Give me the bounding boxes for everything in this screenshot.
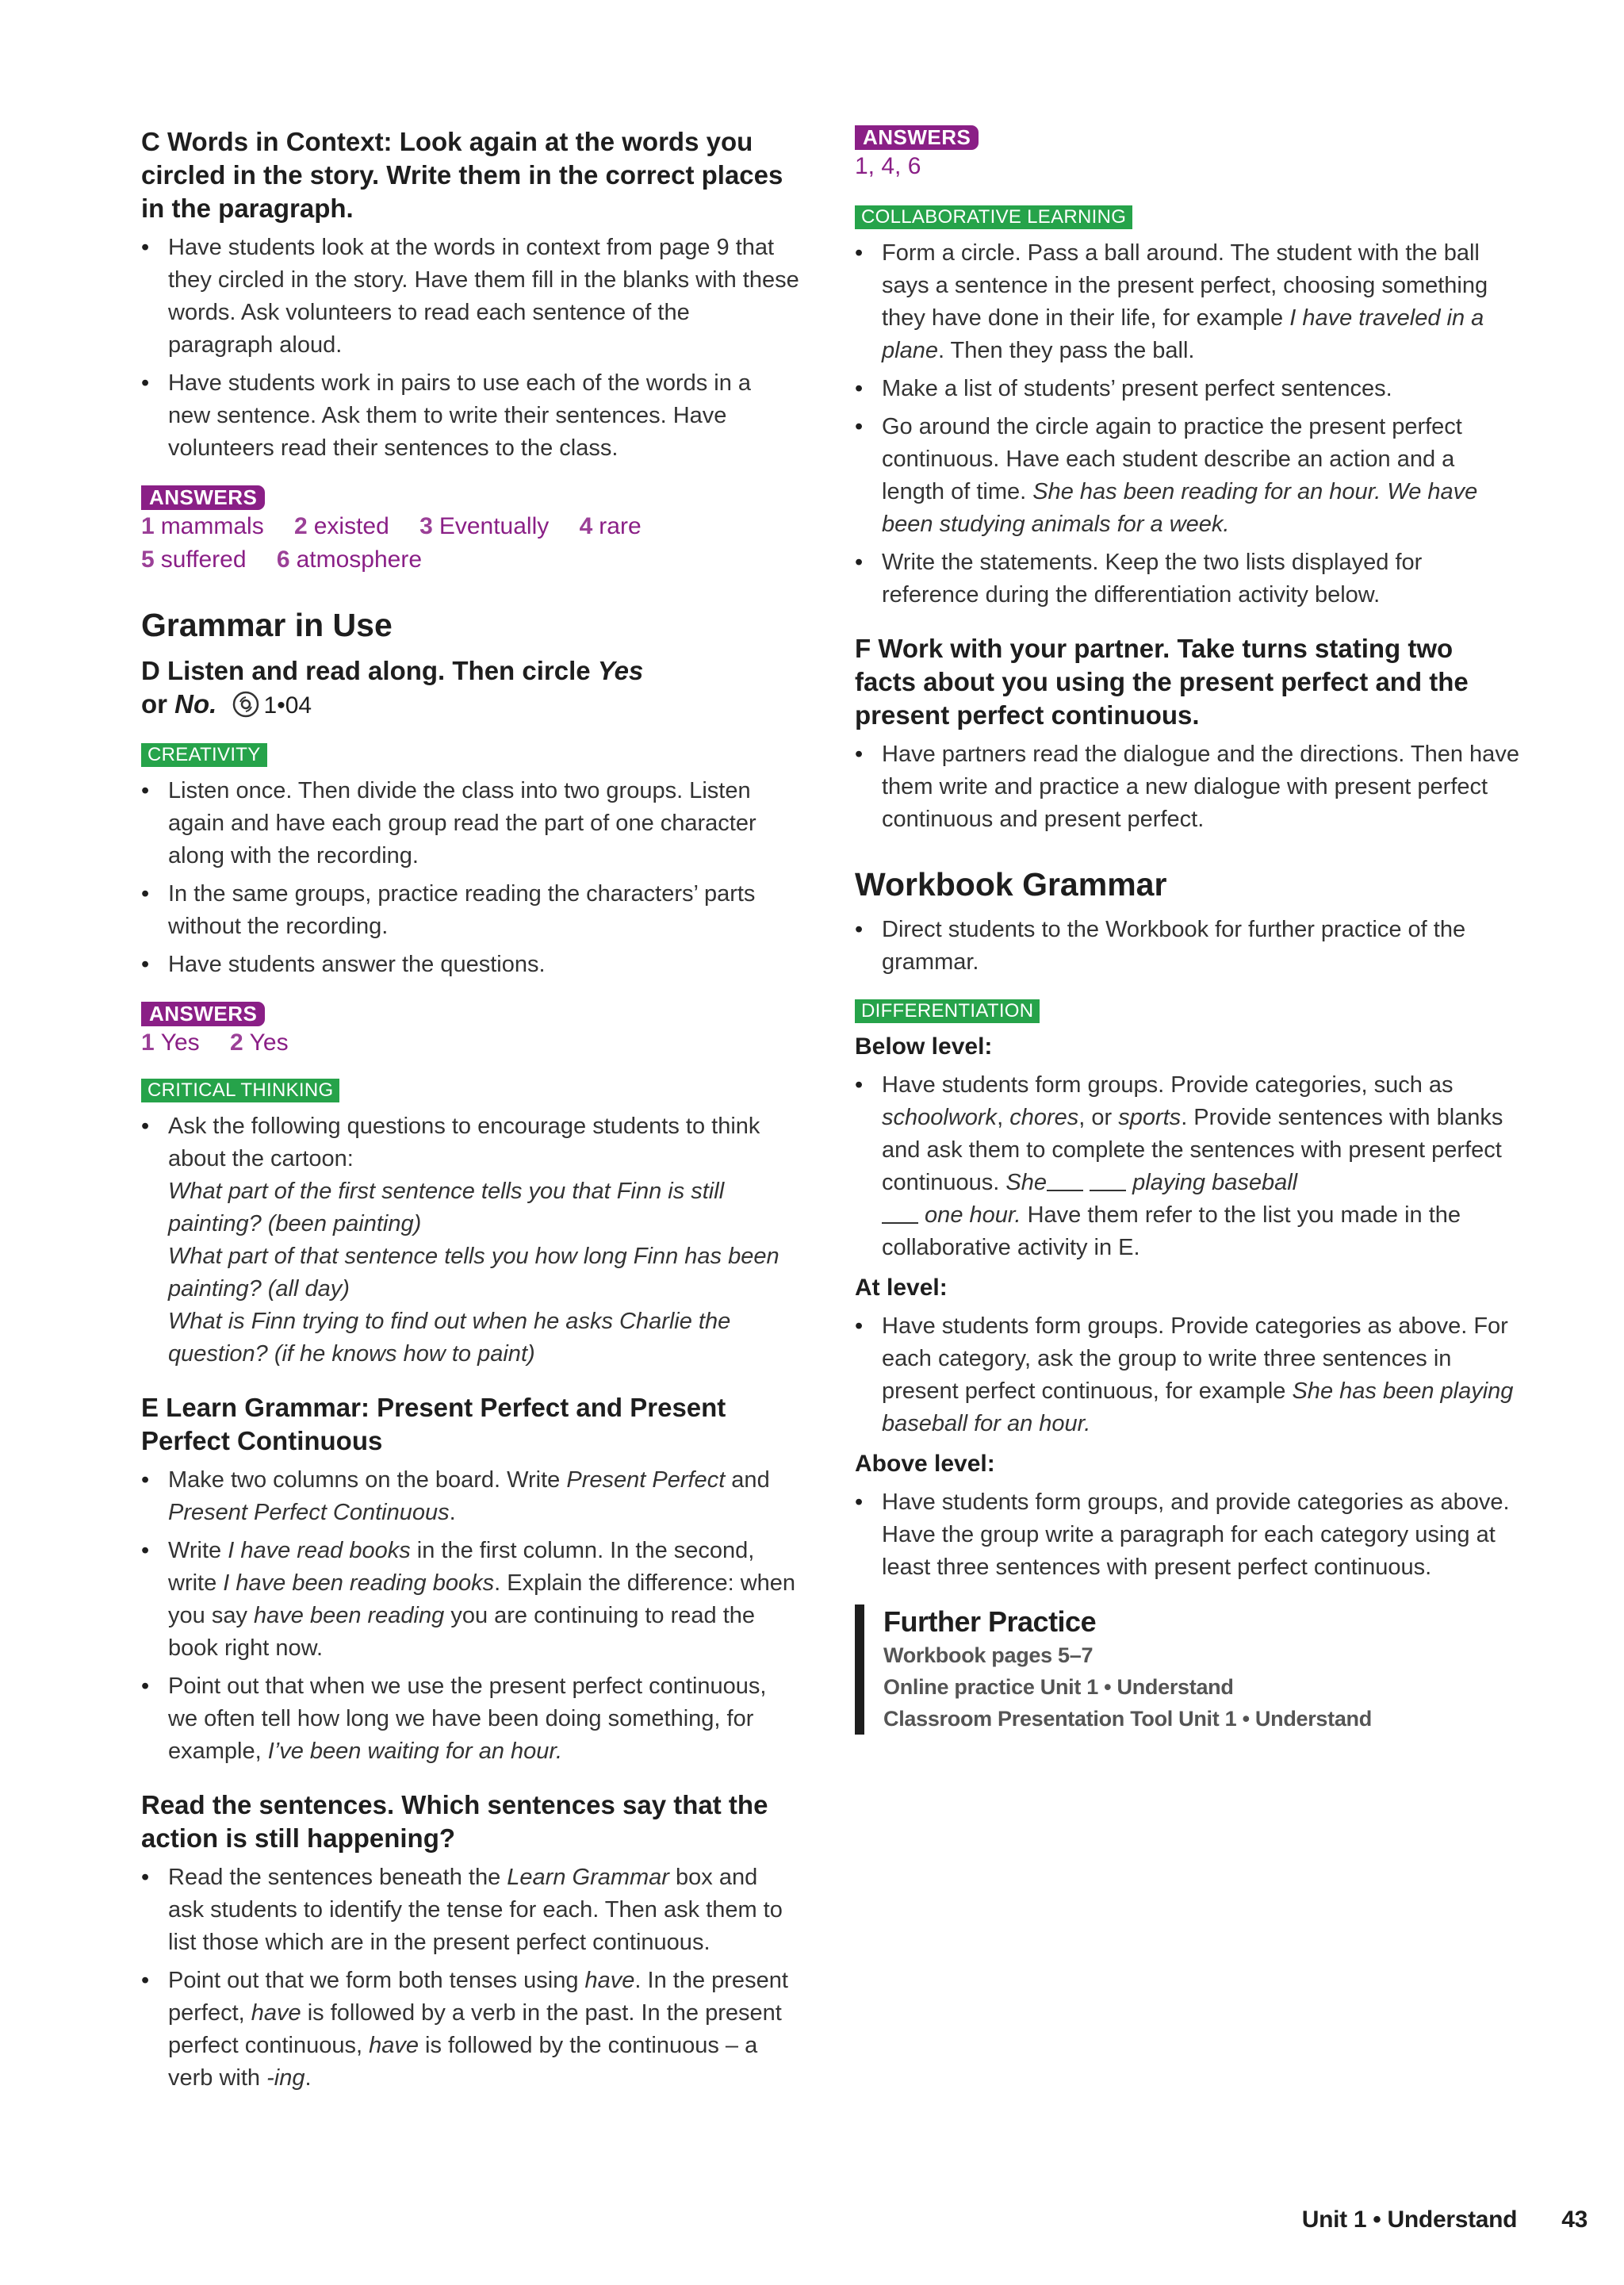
exercise-d-answers — [141, 1002, 799, 1060]
list-item: • Direct students to the Workbook for further practice of the grammar. — [855, 914, 1521, 979]
further-practice-box — [855, 1604, 1521, 1735]
exercise-f-heading: F Work with your partner. Take turns stating two facts about you using the present perfect and the present perfect continuous. — [855, 634, 1469, 730]
list-item: • In the same groups, practice reading the characters’ parts without the recording. — [141, 878, 799, 943]
list-item: • Go around the circle again to practice the present perfect continuous. Have each student describe an action and a length of time. She has been reading for an hour. We have been studying animals for a week. — [855, 411, 1521, 541]
answers-row — [141, 510, 799, 543]
read-sentences-list — [141, 1861, 799, 2095]
above-level-list — [855, 1486, 1521, 1584]
answers-row — [141, 543, 799, 577]
list-item: • Have students form groups. Provide categories, such as schoolwork, chores, or sports. Provide sentences with blanks and ask them to complete the sentences with present perfect continuous. She playing baseball one hour. Have them refer to the list you made in the collaborative activity in E. — [855, 1069, 1521, 1264]
answer-number: 5 — [141, 546, 155, 573]
list-item: • Point out that we form both tenses using have. In the present perfect, have is followed by a verb in the past. In the present perfect continuous, have is followed by the continuous – a verb with -ing. — [141, 1965, 799, 2095]
further-practice-item: Workbook pages 5–7 — [883, 1643, 1094, 1667]
question-text: What part of the first sentence tells you that Finn is still painting? (been painting) — [168, 1179, 725, 1236]
exercise-d-heading — [141, 654, 799, 726]
answer-word: Yes — [160, 1029, 200, 1056]
list-item: • Listen once. Then divide the class into two groups. Listen again and have each group read the part of one character along with the recording. — [141, 775, 799, 872]
answers-row — [141, 1026, 799, 1060]
answer-number: 4 — [579, 513, 593, 539]
heading-text: No. — [174, 689, 217, 719]
list-item: • Have students answer the questions. — [141, 949, 799, 981]
heading-text: Yes — [597, 656, 644, 685]
answers-label: ANSWERS — [141, 485, 265, 510]
list-item: • Read the sentences beneath the Learn Grammar box and ask students to identify the tense for each. Then ask them to list those which are in the present perfect continuous. — [141, 1861, 799, 1959]
list-item: • Have students form groups. Provide categories as above. For each category, ask the group to write three sentences in present perfect continuous, for example She has been playing baseball for an hour. — [855, 1310, 1521, 1440]
exercise-e-heading: E Learn Grammar: Present Perfect and Present Perfect Continuous — [141, 1393, 726, 1455]
exercise-d-list — [141, 775, 799, 981]
read-sentences-heading: Read the sentences. Which sentences say that the action is still happening? — [141, 1790, 768, 1853]
exercise-c-list — [141, 232, 799, 465]
exercise-c-heading: C Words in Context: Look again at the words you circled in the story. Write them in the correct places in the paragraph. — [141, 127, 783, 223]
answer-number: 1 — [141, 513, 155, 539]
answers-value: 1, 4, 6 — [855, 153, 921, 179]
answer-number: 6 — [276, 546, 290, 573]
collaborative-learning-label: COLLABORATIVE LEARNING — [855, 205, 1132, 229]
answer-word: rare — [599, 513, 642, 539]
heading-text: or — [141, 689, 175, 719]
fill-blank — [1090, 1169, 1126, 1191]
answer-number: 2 — [229, 1029, 243, 1056]
creativity-label: CREATIVITY — [141, 743, 267, 767]
list-item: • Have partners read the dialogue and the directions. Then have them write and practice a new dialogue with present perfect continuous and present perfect. — [855, 738, 1521, 836]
page-footer — [1302, 2206, 1588, 2233]
unit-label: Unit 1 • Understand — [1301, 2206, 1518, 2233]
audio-track-number: 1•04 — [263, 692, 312, 719]
critical-thinking-label: CRITICAL THINKING — [141, 1079, 339, 1102]
exercise-e-list — [141, 1464, 799, 1768]
list-item: • Write the statements. Keep the two lists displayed for reference during the differentiation activity below. — [855, 546, 1521, 612]
list-item: • Make a list of students’ present perfect sentences. — [855, 373, 1521, 405]
question-text: What part of that sentence tells you how long Finn has been painting? (all day) — [168, 1244, 779, 1302]
list-item-text: Ask the following questions to encourage students to think about the cartoon: — [168, 1114, 760, 1171]
list-item: • Write I have read books in the first column. In the second, write I have been reading books. Explain the difference: when you say have been reading you are continuing to read the book right now. — [141, 1535, 799, 1665]
below-level-list — [855, 1069, 1521, 1264]
list-item — [141, 1110, 799, 1371]
critical-thinking-list — [141, 1110, 799, 1371]
workbook-grammar-title: Workbook Grammar — [855, 866, 1167, 903]
list-item: • Have students form groups, and provide categories as above. Have the group write a paragraph for each category using at least three sentences with present perfect continuous. — [855, 1486, 1521, 1584]
differentiation-label: DIFFERENTIATION — [855, 999, 1040, 1023]
exercise-c-answers — [141, 485, 799, 577]
at-level-list — [855, 1310, 1521, 1440]
below-level-label: Below level: — [855, 1033, 993, 1060]
answers-label: ANSWERS — [141, 1002, 265, 1026]
list-item: • Have students work in pairs to use each of the words in a new sentence. Ask them to write their sentences. Have volunteers read their sentences to the class. — [141, 367, 799, 465]
fill-blank — [882, 1202, 918, 1224]
list-item: • Make two columns on the board. Write Present Perfect and Present Perfect Continuous. — [141, 1464, 799, 1529]
further-practice-item: Classroom Presentation Tool Unit 1 • Understand — [883, 1707, 1372, 1731]
list-item: • Point out that when we use the present perfect continuous, we often tell how long we have been doing something, for example, I’ve been waiting for an hour. — [141, 1670, 799, 1768]
heading-text: D Listen and read along. Then circle — [141, 656, 598, 685]
answer-word: Yes — [249, 1029, 289, 1056]
list-item: • Have students look at the words in context from page 9 that they circled in the story. Have them fill in the blanks with these words. Ask volunteers to read each sentence of the paragraph aloud. — [141, 232, 799, 362]
answer-word: Eventually — [439, 513, 550, 539]
answers-label: ANSWERS — [855, 125, 979, 150]
collaborative-learning-list — [855, 237, 1521, 612]
grammar-in-use-title: Grammar in Use — [141, 607, 393, 643]
at-level-label: At level: — [855, 1275, 948, 1301]
answer-number: 3 — [419, 513, 433, 539]
audio-cd-icon[interactable] — [232, 691, 259, 726]
fill-blank — [1047, 1169, 1083, 1191]
answer-word: existed — [313, 513, 389, 539]
above-level-label: Above level: — [855, 1451, 995, 1477]
answer-word: atmosphere — [296, 546, 423, 573]
question-text: What is Finn trying to find out when he asks Charlie the question? (if he knows how to paint) — [168, 1309, 731, 1367]
answer-number: 2 — [294, 513, 308, 539]
left-column — [141, 125, 799, 2115]
answer-word: mammals — [160, 513, 264, 539]
answer-word: suffered — [160, 546, 247, 573]
answer-number: 1 — [141, 1029, 155, 1056]
page-number: 43 — [1561, 2206, 1588, 2233]
right-column — [855, 125, 1521, 1735]
further-practice-title: Further Practice — [883, 1605, 1097, 1638]
exercise-f-list — [855, 738, 1521, 836]
workbook-grammar-list — [855, 914, 1521, 979]
further-practice-item: Online practice Unit 1 • Understand — [883, 1675, 1234, 1699]
list-item: • Form a circle. Pass a ball around. The student with the ball says a sentence in the present perfect, choosing something they have done in their life, for example I have traveled in a plane. Then they pass the ball. — [855, 237, 1521, 367]
